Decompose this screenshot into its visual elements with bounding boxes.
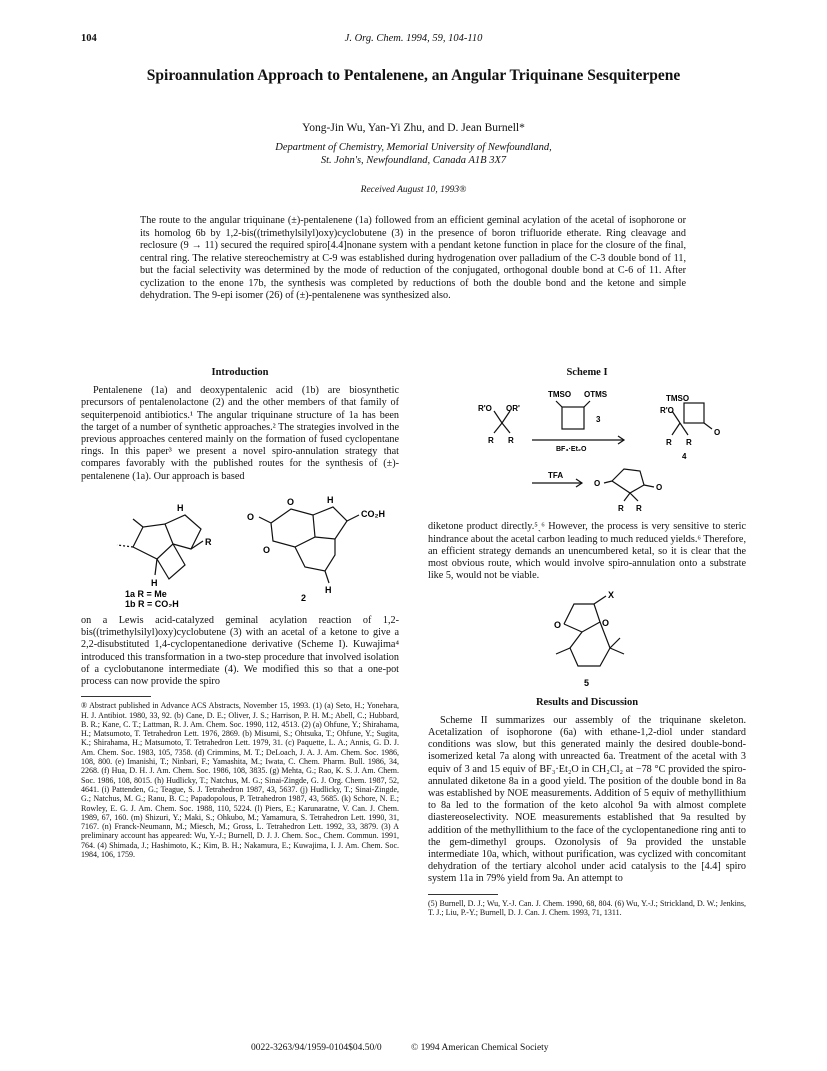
right-footnotes: (5) Burnell, D. J.; Wu, Y.-J. Can. J. Chem. 1990, 68, 804. (6) Wu, Y.-J.; Strickland, D. W.; Jenkins, T. J.; Liu, P.-Y.; Burnell, D. J. Can. J. Chem. 1993, 71, 1311. (428, 898, 746, 917)
scheme-reagent-bf3: BF₃·Et₂O (556, 446, 587, 454)
issn-price: 0022-3263/94/1959-0104$04.50/0 (251, 1043, 382, 1053)
struct-label-1b: 1b R = CO₂H (125, 598, 179, 607)
structure-5-figure (428, 582, 746, 690)
struct5-O-right: O (602, 618, 610, 629)
scheme-1-heading: Scheme I (566, 367, 608, 378)
received-date: Received August 10, 1993® (360, 185, 467, 195)
scheme-tmso-product: TMSO (666, 394, 690, 404)
results-paragraph: Scheme II summarizes our assembly of the triquinane skeleton. Acetalization of isophorone (6a) with ethane-1,2-diol under standard conditions was slow, but this generated mainly the desired double-bond-isomerized ketal 7a along with unreacted 6a. Treatment of the acetal with 3 equiv of 3 and 15 equiv of BF₃·Et₂O in CH₂Cl₂ at −78 °C provided the spiro-annulated diketone 8a in a good yield. The position of the double bond in 8a was established by NOE measurements. Addition of 5 equiv of methyllithium to 8a led to the formation of the keto alcohol 9a with almost complete diastereoselectivity. NOE measurements established that 9a resulted by addition of the methyllithium to the face of the cyclopentanedione ring anti to the gem-dimethyl groups. Ozonolysis of 9a provided the unstable intermediate 10a, which, without purification, was cyclized with concomitant dehydration of the tertiary alcohol under acid catalysis to the [4.4] spiro system 11a in 79% yield from 9a. An attempt to (428, 714, 746, 885)
struct-label-1a: 1a R = Me (125, 588, 167, 599)
scheme-otms: OTMS (584, 390, 608, 400)
struct2-O-ring: O (263, 544, 271, 555)
struct1-H-bottom: H (151, 577, 158, 588)
introduction-heading: Introduction (211, 367, 269, 378)
article-authors: Yong-Jin Wu, Yan-Yi Zhu, and D. Jean Burnell* (302, 122, 525, 134)
struct1-R: R (205, 536, 212, 547)
scheme-O-diketone-left: O (594, 479, 601, 489)
scheme-O-diketone-right: O (656, 483, 663, 493)
scheme-discussion-paragraph: diketone product directly.⁵ˎ⁶ However, the process is very sensitive to steric hindrance about the acetal carbon leading to much reduced yields.⁶ Therefore, an efficient strategy demands an unencumbered ketal, so it is clear that the most obvious route, which would involve spiro-annulation onto a substrate like 5, would not be viable. (428, 521, 746, 582)
footnote-rule-right (428, 894, 498, 895)
footnote-rule (81, 696, 151, 697)
structure-5-drawing (556, 596, 624, 666)
struct2-O-left: O (247, 511, 255, 522)
journal-citation: J. Org. Chem. 1994, 59, 104-110 (344, 33, 483, 44)
struct-label-2: 2 (301, 592, 307, 603)
struct2-O-top: O (287, 496, 295, 507)
scheme-O-product: O (714, 428, 721, 438)
scheme-ro-left: R'O (478, 404, 492, 414)
scheme-label-3: 3 (596, 415, 601, 425)
scheme-R-3: R (666, 438, 672, 448)
scheme-reagent-tfa: TFA (548, 471, 564, 481)
scheme-or-right: OR' (506, 404, 520, 414)
scheme-R-6: R (636, 504, 642, 514)
struct5-label: 5 (584, 678, 590, 689)
affiliation (81, 142, 746, 167)
scheme-1-figure (428, 385, 746, 513)
structure-2-drawing (259, 507, 359, 583)
scheme-label-4: 4 (682, 452, 687, 462)
scheme-ro-product: R'O (660, 406, 674, 416)
page-number: 104 (81, 33, 97, 44)
article-title: Spiroannulation Approach to Pentalenene, an Angular Triquinane Sesquiterpene (146, 67, 681, 84)
running-header (81, 33, 746, 49)
results-heading: Results and Discussion (535, 696, 639, 708)
scheme-R-2: R (508, 436, 514, 446)
scheme-R-4: R (686, 438, 692, 448)
scheme-1-bonds (494, 401, 712, 501)
struct5-O-left: O (554, 620, 562, 631)
struct2-H-bottom: H (325, 584, 332, 595)
affiliation-line-2: St. John's, Newfoundland, Canada A1B 3X7 (320, 154, 507, 166)
scheme-tmso: TMSO (548, 390, 572, 400)
abstract: The route to the angular triquinane (±)-pentalenene (1a) followed from an efficient geminal acylation of the acetal of isophorone or its homolog 6b by 1,2-bis((trimethylsilyl)oxy)cyclobutene (3) in the presence of boron trifluoride etherate. Ring cleavage and reclosure (9 → 11) secured the required spiro[4.4]nonane system with a pendant ketone function in place for the closure of the final, central ring. The relative stereochemistry at C-9 was established during hydrogenation over palladium of the C-3 double bond of 11, but the facial selectivity was determined by the mode of reduction of the conjugated, orthogonal double bond at C-6 of 11. After cyclization to the enone 17b, the synthesis was completed by reductions of both the double bond and the ketone and simple dehydration. The 9-epi isomer (26) of (±)-pentalenene was synthesized also. (140, 215, 686, 301)
left-column (81, 367, 399, 859)
scheme-R-1: R (488, 436, 494, 446)
struct1-H-top: H (177, 502, 184, 513)
affiliation-line-1: Department of Chemistry, Memorial University of Newfoundland, (275, 142, 552, 153)
structures-1-2-figure (81, 489, 399, 607)
struct2-co2h: CO₂H (361, 508, 385, 519)
scheme-R-5: R (618, 504, 624, 514)
struct2-H-top: H (327, 494, 334, 505)
structure-1-drawing (117, 515, 203, 579)
left-footnotes: ® Abstract published in Advance ACS Abstracts, November 15, 1993. (1) (a) Seto, H.; Yonehara, H. J. Antibiot. 1980, 33, 92. (b) Cane, D. E.; Oliver, J. S.; Harrison, P. H. M.; Abell, C.; Hubbard, B. R.; Kane, C. T.; Lattman, R. J. Am. Chem. Soc. 1990, 112, 4513. (2) (a) Ohfune, Y.; Shirahama, H.; Matsumoto, T. Tetrahedron Lett. 1976, 2869. (b) Misumi, S.; Ohtsuka, T.; Ohfune, Y.; Sugita, K.; Shirahama, H.; Matsumoto, T. Tetrahedron Lett. 1979, 31. (c) Paquette, L. A.; Annis, G. D. J. Am. Chem. Soc. 1983, 105, 7358. (d) Crimmins, M. T.; DeLoach, J. A. J. Am. Chem. Soc. 1986, 108, 800. (e) Imanishi, T.; Ninbari, F.; Yamashita, M.; Iwata, C. Chem. Pharm. Bull. 1986, 34, 2268. (f) Hua, D. H. J. Am. Chem. Soc. 1986, 108, 3835. (g) Mehta, G.; Rao, K. S. J. Am. Chem. Soc. 1986, 108, 8015. (h) Hudlicky, T.; Natchus, M. G.; Sinai-Zingde, G. J. Org. Chem. 1987, 52, 4641. (i) Pattenden, G.; Teague, S. J. Tetrahedron 1987, 43, 5637. (j) Hudlicky, T.; Sinai-Zingde, G.; Natchus, M. G.; Ranu, B. C.; Papadopolous, P. Tetrahedron 1987, 43, 5685. (k) Schore, N. E.; Rowley, E. G. J. Am. Chem. Soc. 1988, 110, 5224. (l) Piers, E.; Karunaratne, V. Can. J. Chem. 1989, 67, 160. (m) Shizuri, Y.; Maki, S.; Ohkubo, M.; Yamamura, S. Tetrahedron Lett. 1990, 31, 7167. (n) Franck-Neumann, M.; Miesch, M.; Gross, L. Tetrahedron Lett. 1992, 33, 3879. (3) A preliminary account has appeared: Wu, Y.-J.; Burnell, D. J. J. Chem. Soc., Chem. Commun. 1991, 764. (4) Shimada, J.; Hashimoto, K.; Kim, B. H.; Nakamura, E.; Kuwajima, I. J. Am. Chem. Soc. 1984, 106, 1759. (81, 701, 399, 859)
introduction-paragraph-1: Pentalenene (1a) and deoxypentalenic acid (1b) are biosynthetic precursors of pentalenolactone (2) and the other members of that family of sequiterpenoid antibiotics.¹ The angular triquinane structure of 1a has been the target of a number of synthetic approaches.² The strategies involved in the previous approaches centered mainly on the formation of fused cyclopentane rings. In this paper³ we present a novel spiro-annulation strategy that compares favorably with the published routes for the synthesis of (±)-pentalenene (1a). Our approach is based (81, 385, 399, 482)
right-column (428, 367, 746, 917)
introduction-paragraph-2: on a Lewis acid-catalyzed geminal acylation reaction of 1,2-bis((trimethylsilyl)oxy)cyclobutene (3) with an acetal of a ketone to give a 2,2-disubstituted 1,4-cyclopentanedione derivative (Scheme I). Kuwajima⁴ introduced this transformation in a two-step procedure that involved isolation of a cyclobutanone intermediate (4). We modified this so that a one-pot process can now provide the spiro (81, 615, 399, 688)
copyright: © 1994 American Chemical Society (411, 1043, 549, 1053)
struct5-X: X (608, 590, 615, 601)
